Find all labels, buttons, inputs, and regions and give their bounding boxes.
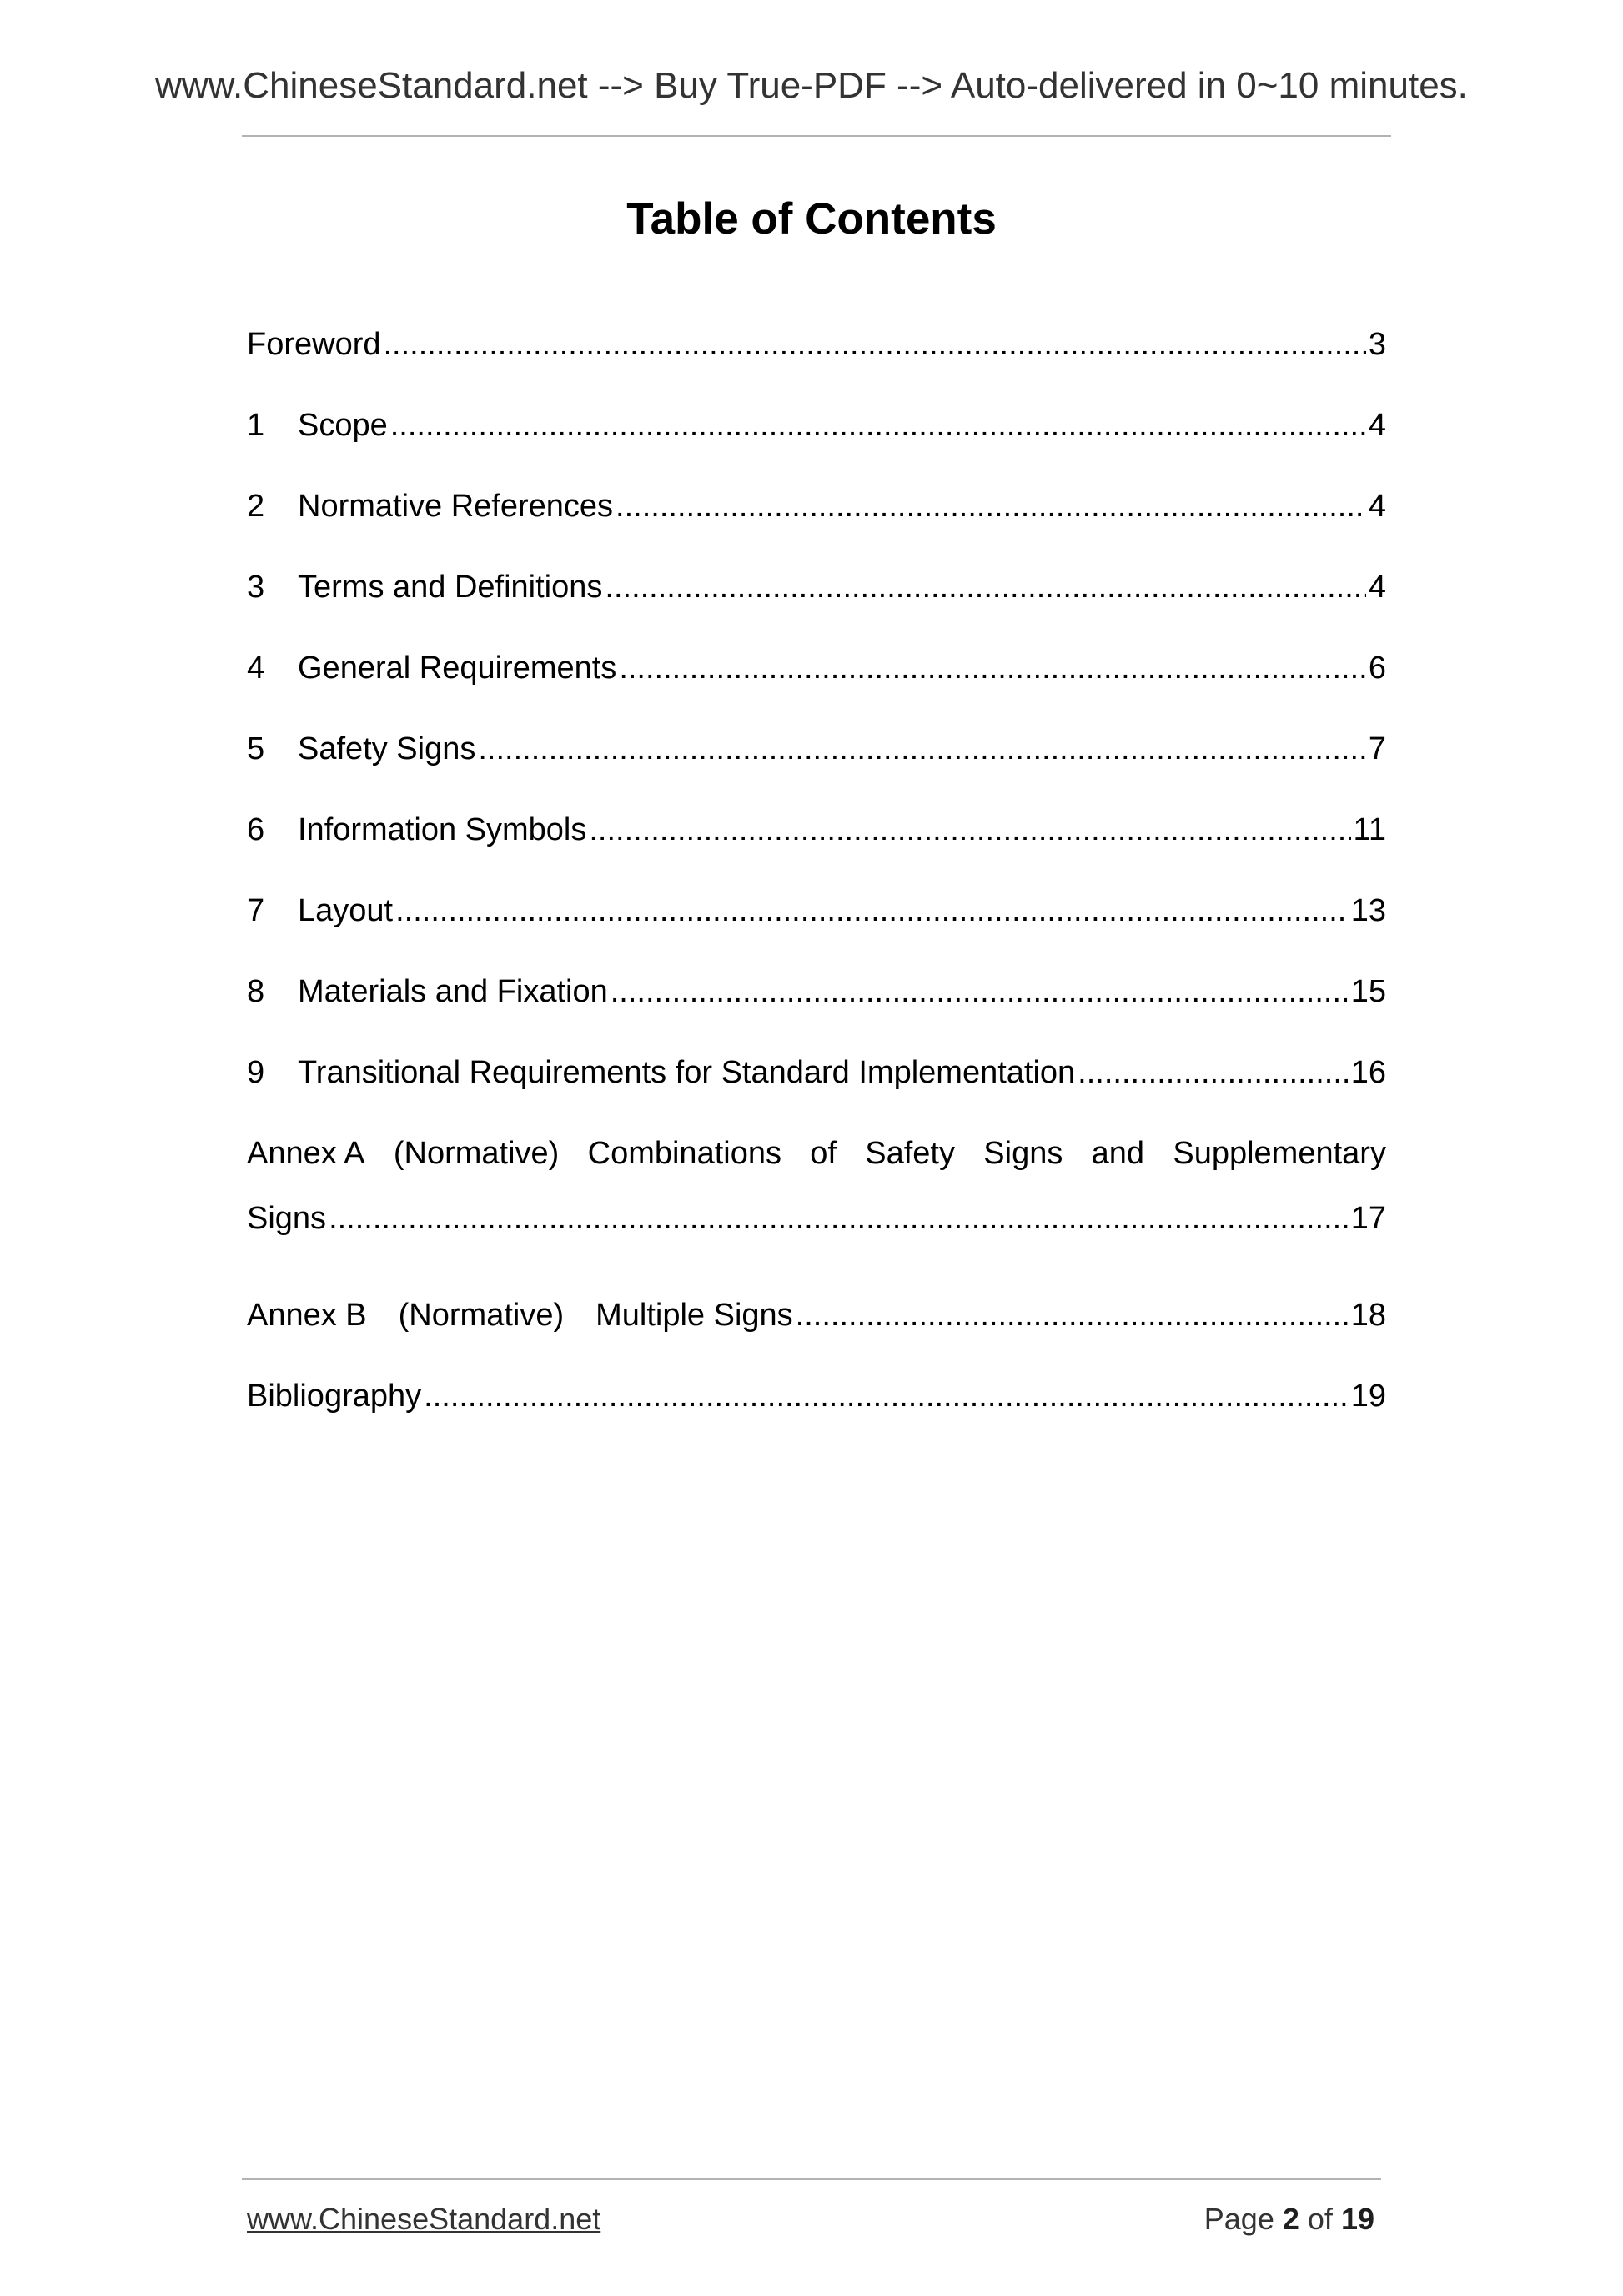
page-of: of — [1307, 2202, 1333, 2236]
toc-entry-materials-and-fixation[interactable] — [247, 974, 1386, 1055]
toc-entry-page: 18 — [1350, 1298, 1386, 1333]
toc-entry-page: 16 — [1350, 1055, 1386, 1090]
toc-entry-number: 4 — [247, 651, 265, 686]
toc-dot-leader — [796, 1298, 1349, 1334]
toc-entry-label: Foreword — [247, 327, 381, 362]
annex-a-word: Signs — [983, 1136, 1063, 1171]
current-page: 2 — [1282, 2202, 1299, 2236]
toc-entry-terms-and-definitions[interactable] — [247, 570, 1386, 651]
toc-entry-label: Normative References — [298, 489, 614, 524]
annex-a-word: (Normative) — [393, 1136, 560, 1171]
toc-dot-leader — [424, 1379, 1349, 1414]
header-divider — [242, 135, 1391, 137]
toc-entry-page: 4 — [1368, 408, 1386, 443]
toc-entry-page: 13 — [1350, 893, 1386, 928]
toc-entry-foreword[interactable] — [247, 327, 1386, 408]
toc-entry-general-requirements[interactable] — [247, 651, 1386, 731]
annex-a-word: Annex A — [247, 1136, 365, 1171]
toc-entry-page: 4 — [1368, 570, 1386, 605]
footer-site-link[interactable]: www.ChineseStandard.net — [247, 2202, 601, 2236]
toc-dot-leader — [1078, 1055, 1349, 1091]
toc-entry-page: 4 — [1368, 489, 1386, 524]
toc-entry-number: 5 — [247, 731, 265, 766]
toc-dot-leader — [395, 893, 1349, 929]
toc-entry-page: 3 — [1368, 327, 1386, 362]
toc-entry-normative-references[interactable] — [247, 489, 1386, 570]
annex-a-word: Supplementary — [1173, 1136, 1386, 1171]
toc-entry-label: Signs — [247, 1201, 327, 1236]
toc-entry-safety-signs[interactable] — [247, 731, 1386, 812]
toc-dot-leader — [619, 651, 1366, 686]
footer-divider — [242, 2178, 1381, 2180]
annex-a-word: Safety — [865, 1136, 955, 1171]
annex-a-continuation-line — [247, 1201, 1386, 1237]
toc-entry-number: 3 — [247, 570, 265, 605]
toc-entry-page: 6 — [1368, 651, 1386, 686]
toc-entry-information-symbols[interactable] — [247, 812, 1386, 893]
toc-entry-annex-b[interactable] — [247, 1298, 1386, 1379]
toc-entry-number: 9 — [247, 1055, 265, 1090]
toc-dot-leader — [605, 570, 1365, 605]
page-number — [1204, 2202, 1374, 2237]
toc-dot-leader — [329, 1201, 1349, 1237]
toc-dot-leader — [478, 731, 1366, 767]
toc-entry-page: 11 — [1353, 812, 1386, 847]
annex-a-word: of — [810, 1136, 837, 1171]
toc-entry-page: 15 — [1350, 974, 1386, 1009]
toc-entry-label: Materials and Fixation — [298, 974, 608, 1009]
toc-entry-scope[interactable] — [247, 408, 1386, 489]
toc-entry-label: Layout — [298, 893, 394, 928]
toc-entry-label: Annex B (Normative) Multiple Signs — [247, 1298, 793, 1333]
total-pages: 19 — [1340, 2202, 1374, 2236]
toc-entry-label: Safety Signs — [298, 731, 476, 766]
toc-entry-number: 6 — [247, 812, 265, 847]
page-title: Table of Contents — [626, 194, 997, 244]
toc-entry-transitional-requirements[interactable] — [247, 1055, 1386, 1136]
toc-dot-leader — [611, 974, 1349, 1010]
toc-entry-label: Terms and Definitions — [298, 570, 603, 605]
toc-entry-layout[interactable] — [247, 893, 1386, 974]
toc-entry-annex-a[interactable] — [247, 1136, 1386, 1298]
table-of-contents — [247, 327, 1386, 1459]
toc-entry-page: 17 — [1350, 1201, 1386, 1236]
annex-a-title-line — [247, 1136, 1386, 1201]
toc-entry-label: Information Symbols — [298, 812, 587, 847]
toc-dot-leader — [616, 489, 1366, 525]
toc-entry-number: 7 — [247, 893, 265, 928]
toc-entry-label: Scope — [298, 408, 388, 443]
toc-entry-page: 7 — [1368, 731, 1386, 766]
site-banner: www.ChineseStandard.net --> Buy True-PDF --> Auto-delivered in 0~10 minutes. — [155, 65, 1468, 106]
annex-a-word: and — [1091, 1136, 1145, 1171]
annex-a-word: Combinations — [587, 1136, 781, 1171]
toc-dot-leader — [384, 327, 1366, 363]
toc-entry-label: Bibliography — [247, 1379, 422, 1414]
toc-dot-leader — [390, 408, 1366, 444]
toc-entry-number: 8 — [247, 974, 265, 1009]
page-prefix: Page — [1203, 2202, 1274, 2236]
toc-entry-number: 2 — [247, 489, 265, 524]
toc-entry-bibliography[interactable] — [247, 1379, 1386, 1459]
toc-entry-number: 1 — [247, 408, 265, 443]
toc-entry-label: General Requirements — [298, 651, 617, 686]
toc-entry-label: Transitional Requirements for Standard Implementation — [298, 1055, 1076, 1090]
toc-entry-page: 19 — [1350, 1379, 1386, 1414]
toc-dot-leader — [589, 812, 1350, 848]
